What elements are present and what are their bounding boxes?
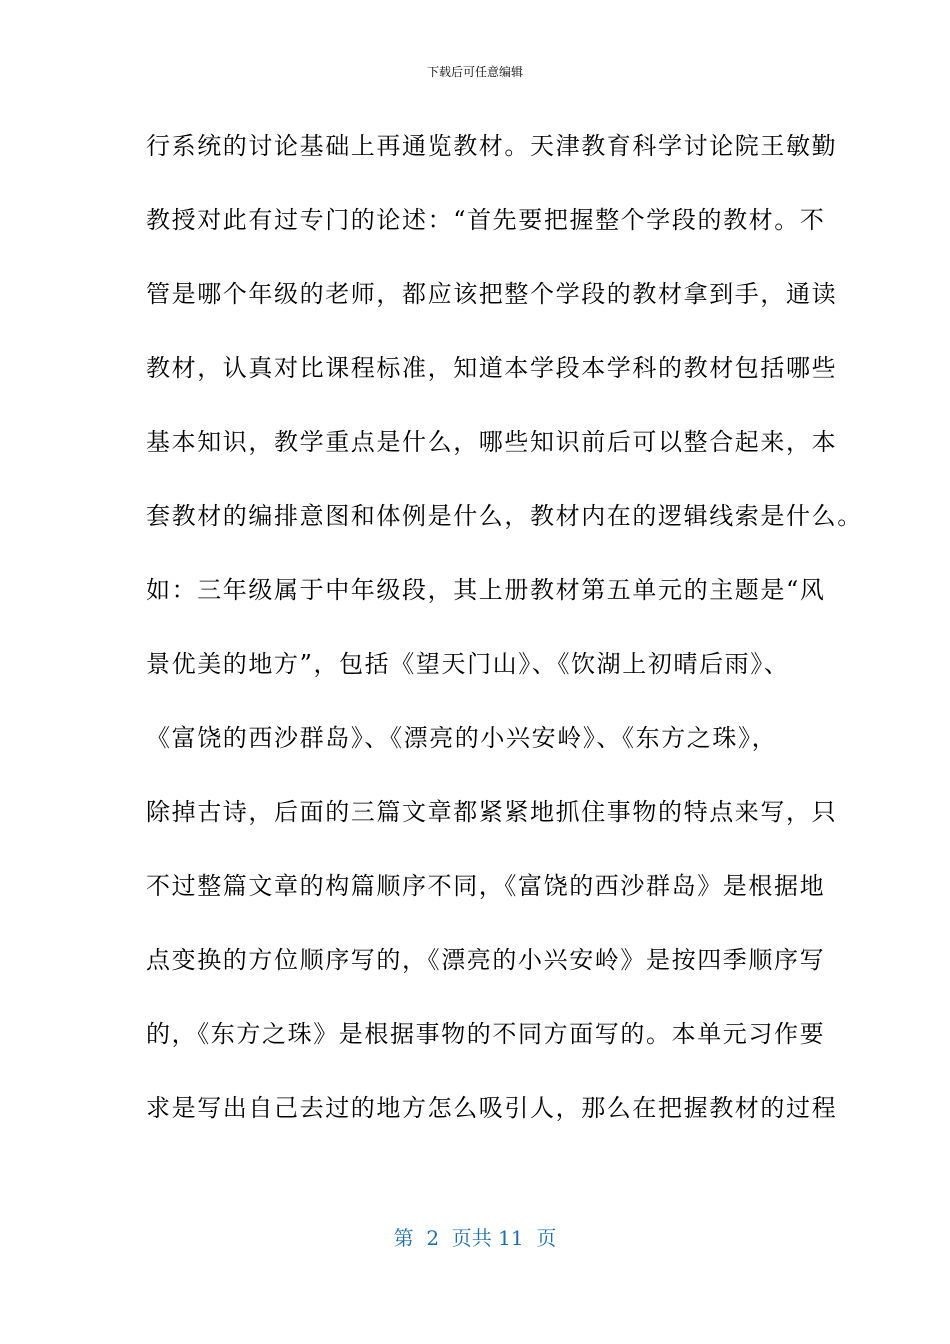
- body-line-14: 求是写出自己去过的地方怎么吸引人，那么在把握教材的过程: [146, 1094, 838, 1122]
- body-line-4: 教材，认真对比课程标准，知道本学段本学科的教材包括哪些: [146, 354, 838, 382]
- body-line-8: 景优美的地方”，包括《望天门山》、《饮湖上初晴后雨》、: [146, 650, 790, 678]
- body-line-6: 套教材的编排意图和体例是什么，教材内在的逻辑线索是什么。: [146, 502, 863, 530]
- body-line-1: 行系统的讨论基础上再通览教材。天津教育科学讨论院王敏勤: [146, 132, 838, 160]
- body-line-12: 点变换的方位顺序写的，《漂亮的小兴安岭》是按四季顺序写: [146, 946, 826, 974]
- body-line-5: 基本知识，教学重点是什么，哪些知识前后可以整合起来，本: [146, 428, 838, 456]
- body-line-9: 《富饶的西沙群岛》、《漂亮的小兴安岭》、《东方之珠》，: [146, 724, 778, 752]
- page-header: 下载后可任意编辑: [426, 65, 523, 79]
- body-line-11: 不过整篇文章的构篇顺序不同，《富饶的西沙群岛》是根据地: [146, 872, 826, 900]
- body-line-2: 教授对此有过专门的论述：“首先要把握整个学段的教材。不: [146, 206, 826, 234]
- page-number-footer: 第 2 页共 11 页: [393, 1226, 557, 1250]
- document-body: [146, 124, 863, 1160]
- body-line-7: 如：三年级属于中年级段，其上册教材第五单元的主题是“风: [146, 576, 826, 604]
- body-line-13: 的，《东方之珠》是根据事物的不同方面写的。本单元习作要: [146, 1020, 826, 1048]
- body-line-10: 除掉古诗，后面的三篇文章都紧紧地抓住事物的特点来写，只: [146, 798, 838, 826]
- body-line-3: 管是哪个年级的老师，都应该把整个学段的教材拿到手，通读: [146, 280, 838, 308]
